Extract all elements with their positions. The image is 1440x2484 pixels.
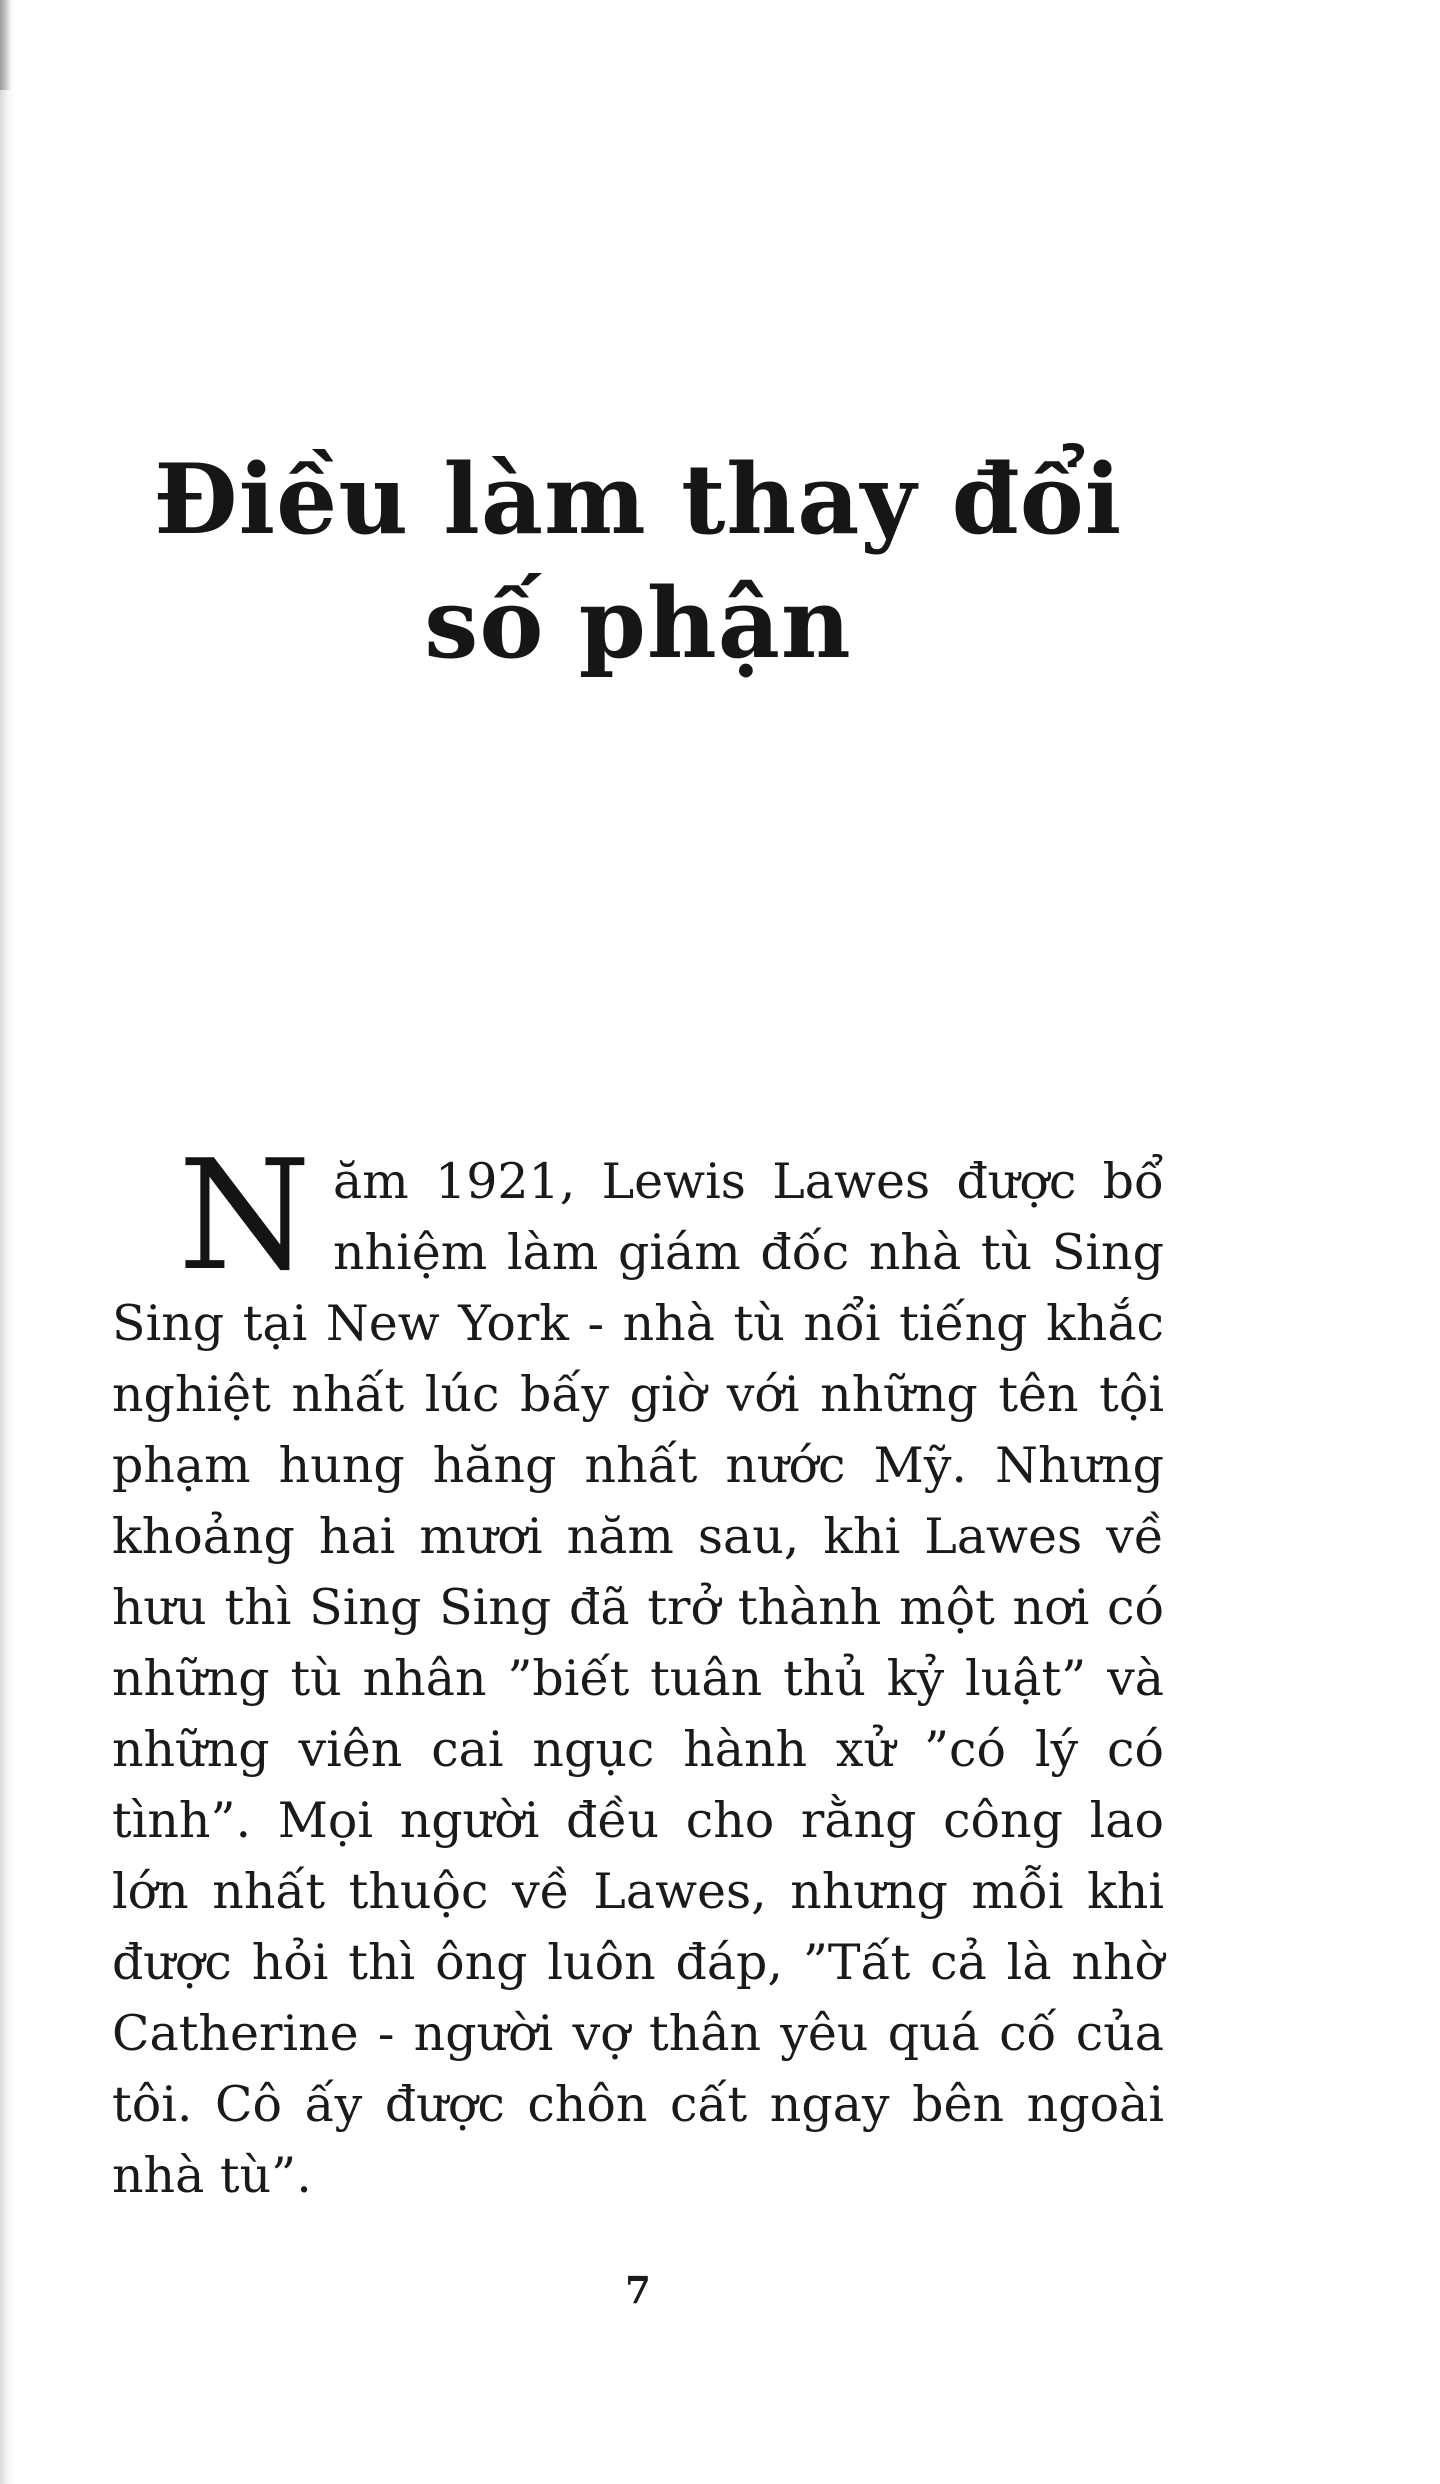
page-number: 7 — [625, 2268, 651, 2312]
page-edge-shadow — [0, 0, 16, 2484]
chapter-title-line-1: Điều làm thay đổi — [153, 443, 1123, 556]
page-content — [112, 0, 1164, 2211]
chapter-title-line-2: số phận — [424, 567, 852, 680]
body-paragraph — [112, 1127, 1164, 2211]
page-edge-smudge — [0, 0, 12, 90]
paragraph-text: ăm 1921, Lewis Lawes được bổ nhiệm làm giám đốc nhà tù Sing Sing tại New York - nhà tù nổi tiếng khắc nghiệt nhất lúc bấy giờ với những tên tội phạm hung hăng nhất nước Mỹ. Nhưng khoảng hai mươi năm sau, khi Lawes về hưu thì Sing Sing đã trở thành một nơi có những tù nhân ”biết tuân thủ kỷ luật” và những viên cai ngục hành xử ”có lý có tình”. Mọi người đều cho rằng công lao lớn nhất thuộc về Lawes, nhưng mỗi khi được hỏi thì ông luôn đáp, ”Tất cả là nhờ Catherine - người vợ thân yêu quá cố của tôi. Cô ấy được chôn cất ngay bên ngoài nhà tù”. — [112, 1153, 1164, 2204]
chapter-title — [112, 0, 1164, 686]
drop-cap-letter: N — [178, 1127, 311, 1304]
